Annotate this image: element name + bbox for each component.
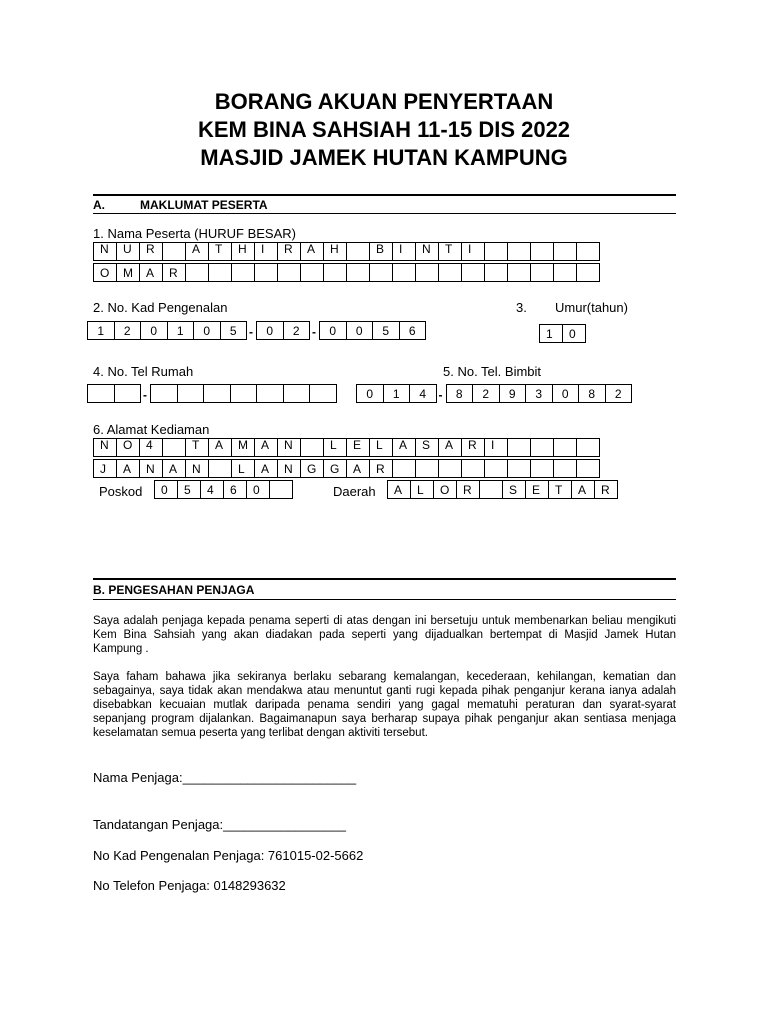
name-cell[interactable] (576, 263, 600, 282)
name-cell[interactable]: A (300, 242, 324, 261)
name-cell[interactable]: M (116, 263, 140, 282)
name-cell[interactable]: N (415, 242, 439, 261)
mobile-cell[interactable]: 2 (605, 384, 633, 403)
mobile-cell[interactable]: 2 (472, 384, 500, 403)
address-cell[interactable]: A (392, 438, 416, 457)
name-cell[interactable]: A (139, 263, 163, 282)
address-cell[interactable] (392, 459, 416, 478)
age-label-number: 3. (516, 300, 527, 315)
address-row-1[interactable] (93, 438, 599, 457)
address-cell[interactable]: 4 (139, 438, 163, 457)
ic-cell[interactable]: 6 (399, 321, 427, 340)
address-cell[interactable]: M (231, 438, 255, 457)
address-cell[interactable]: L (231, 459, 255, 478)
address-cell[interactable] (162, 438, 186, 457)
address-cell[interactable]: O (116, 438, 140, 457)
age-cell[interactable]: 1 (539, 324, 563, 343)
address-cell[interactable]: L (323, 438, 347, 457)
name-cell[interactable]: I (254, 242, 278, 261)
ic-dash-1: - (249, 325, 253, 339)
ic-cell[interactable]: 0 (140, 321, 168, 340)
ic-field[interactable] (87, 321, 425, 340)
name-row-1[interactable] (93, 242, 599, 261)
district-cell[interactable]: L (410, 480, 434, 499)
home-tel-field[interactable] (87, 384, 336, 403)
ic-cell[interactable]: 5 (220, 321, 248, 340)
address-cell[interactable] (530, 438, 554, 457)
name-cell[interactable] (300, 263, 324, 282)
home-tel-cell[interactable] (87, 384, 115, 403)
name-cell[interactable] (484, 263, 508, 282)
district-cell[interactable]: S (502, 480, 526, 499)
address-cell[interactable] (553, 459, 577, 478)
home-tel-cell[interactable] (309, 384, 337, 403)
ic-cell[interactable]: 1 (167, 321, 195, 340)
consent-paragraph-2: Saya faham bahawa jika sekiranya berlaku sebarang kemalangan, kecederaan, kehilangan, kematian dan sebagainya, saya tidak akan mendakwa atau menuntut ganti rugi kepada pihak penganjur kerana ianya adalah disebabkan kecuaian mutlak daripada penama sendiri yang gagal mematuhi peraturan dan syarat-syarat sepanjang program dijalankan. Bagaimanapun saya berharap supaya pihak penganjur akan sentiasa menjaga keselamatan semua peserta yang terlibat dengan aktiviti tersebut. (93, 671, 676, 739)
mobile-dash: - (438, 388, 443, 402)
address-cell[interactable]: G (300, 459, 324, 478)
district-cell[interactable]: R (594, 480, 618, 499)
address-cell[interactable] (461, 459, 485, 478)
address-cell[interactable]: R (369, 459, 393, 478)
name-cell[interactable] (553, 242, 577, 261)
ic-cell[interactable]: 2 (283, 321, 311, 340)
address-cell[interactable]: E (346, 438, 370, 457)
guardian-ic-field[interactable]: No Kad Pengenalan Penjaga: 761015-02-5662 (93, 848, 364, 863)
name-cell[interactable] (346, 242, 370, 261)
name-label: 1. Nama Peserta (HURUF BESAR) (93, 226, 296, 241)
district-cell[interactable]: A (387, 480, 411, 499)
name-cell[interactable]: I (461, 242, 485, 261)
ic-cell[interactable]: 2 (114, 321, 142, 340)
section-a-heading: MAKLUMAT PESERTA (140, 198, 268, 212)
home-tel-cell[interactable] (256, 384, 284, 403)
home-tel-cell[interactable] (114, 384, 142, 403)
address-cell[interactable]: N (277, 459, 301, 478)
ic-label: 2. No. Kad Pengenalan (93, 300, 228, 315)
district-cell[interactable]: A (571, 480, 595, 499)
mobile-cell[interactable]: 4 (409, 384, 437, 403)
postcode-label: Poskod (99, 484, 143, 499)
name-cell[interactable] (231, 263, 255, 282)
postcode-field[interactable] (154, 480, 292, 499)
form-title-line2: KEM BINA SAHSIAH 11-15 DIS 2022 (197, 117, 571, 142)
postcode-cell[interactable]: 4 (200, 480, 224, 499)
name-cell[interactable] (530, 263, 554, 282)
address-cell[interactable] (553, 438, 577, 457)
name-cell[interactable] (323, 263, 347, 282)
district-cell[interactable] (479, 480, 503, 499)
name-cell[interactable]: U (116, 242, 140, 261)
guardian-name-field[interactable]: Nama Penjaga:________________________ (93, 770, 357, 785)
postcode-cell[interactable]: 5 (177, 480, 201, 499)
name-cell[interactable] (185, 263, 209, 282)
address-cell[interactable]: A (208, 438, 232, 457)
address-cell[interactable]: A (254, 459, 278, 478)
name-cell[interactable] (461, 263, 485, 282)
address-cell[interactable]: S (415, 438, 439, 457)
name-cell[interactable]: B (369, 242, 393, 261)
district-label: Daerah (333, 484, 376, 499)
name-cell[interactable]: H (323, 242, 347, 261)
home-tel-cell[interactable] (177, 384, 205, 403)
name-cell[interactable]: O (93, 263, 117, 282)
form-title-line3: MASJID JAMEK HUTAN KAMPUNG (200, 145, 568, 170)
form-title-line1: BORANG AKUAN PENYERTAAN (214, 89, 554, 114)
section-a-top-rule (93, 194, 676, 196)
guardian-phone-field[interactable]: No Telefon Penjaga: 0148293632 (93, 878, 286, 893)
mobile-field[interactable] (356, 384, 631, 403)
postcode-cell[interactable]: 6 (223, 480, 247, 499)
address-cell[interactable] (415, 459, 439, 478)
name-cell[interactable]: R (277, 242, 301, 261)
ic-cell[interactable]: 5 (372, 321, 400, 340)
address-cell[interactable]: A (346, 459, 370, 478)
address-cell[interactable]: A (116, 459, 140, 478)
name-cell[interactable] (507, 242, 531, 261)
address-cell[interactable] (576, 438, 600, 457)
ic-cell[interactable]: 0 (256, 321, 284, 340)
age-field[interactable] (539, 324, 585, 343)
ic-cell[interactable]: 0 (193, 321, 221, 340)
postcode-cell[interactable]: 0 (154, 480, 178, 499)
ic-cell[interactable]: 1 (87, 321, 115, 340)
name-cell[interactable] (392, 263, 416, 282)
name-cell[interactable] (277, 263, 301, 282)
age-label: Umur(tahun) (555, 300, 628, 315)
mobile-label: 5. No. Tel. Bimbit (443, 364, 542, 379)
section-b-bottom-rule (93, 599, 676, 600)
ic-dash-2: - (312, 325, 316, 339)
home-tel-cell[interactable] (150, 384, 178, 403)
home-tel-label: 4. No. Tel Rumah (93, 364, 194, 379)
name-cell[interactable] (369, 263, 393, 282)
guardian-signature-field[interactable]: Tandatangan Penjaga:_________________ (93, 817, 347, 832)
address-cell[interactable] (507, 459, 531, 478)
mobile-cell[interactable]: 9 (499, 384, 527, 403)
address-cell[interactable]: A (438, 438, 462, 457)
mobile-cell[interactable]: 8 (446, 384, 474, 403)
address-cell[interactable] (484, 459, 508, 478)
name-cell[interactable] (507, 263, 531, 282)
address-cell[interactable]: N (277, 438, 301, 457)
address-cell[interactable]: I (484, 438, 508, 457)
address-cell[interactable] (507, 438, 531, 457)
name-cell[interactable]: R (162, 263, 186, 282)
mobile-cell[interactable]: 0 (356, 384, 384, 403)
address-cell[interactable]: J (93, 459, 117, 478)
address-cell[interactable] (438, 459, 462, 478)
name-cell[interactable] (553, 263, 577, 282)
address-cell[interactable]: N (93, 438, 117, 457)
name-cell[interactable]: T (208, 242, 232, 261)
consent-paragraph-1: Saya adalah penjaga kepada penama seperti di atas dengan ini bersetuju untuk membenarkan beliau mengikuti Kem Bina Sahsiah yang akan diadakan pada seperti yang dijadualkan bertempat di Masjid Jamek Hutan Kampung . (93, 615, 676, 655)
name-cell[interactable]: A (185, 242, 209, 261)
address-cell[interactable]: A (162, 459, 186, 478)
section-a-bottom-rule (93, 213, 676, 214)
mobile-cell[interactable]: 1 (383, 384, 411, 403)
name-cell[interactable] (530, 242, 554, 261)
ic-cell[interactable]: 0 (319, 321, 347, 340)
name-cell[interactable] (438, 263, 462, 282)
district-cell[interactable]: R (456, 480, 480, 499)
mobile-cell[interactable]: 0 (552, 384, 580, 403)
address-cell[interactable]: N (139, 459, 163, 478)
name-cell[interactable] (162, 242, 186, 261)
address-cell[interactable]: T (185, 438, 209, 457)
name-cell[interactable]: I (392, 242, 416, 261)
district-cell[interactable]: O (433, 480, 457, 499)
name-cell[interactable]: N (93, 242, 117, 261)
home-tel-cell[interactable] (230, 384, 258, 403)
address-cell[interactable]: L (369, 438, 393, 457)
age-cell[interactable]: 0 (562, 324, 586, 343)
name-cell[interactable] (254, 263, 278, 282)
home-tel-dash: - (143, 388, 147, 402)
home-tel-cell[interactable] (283, 384, 311, 403)
name-cell[interactable]: R (139, 242, 163, 261)
section-a-letter: A. (93, 198, 105, 212)
ic-cell[interactable]: 0 (346, 321, 374, 340)
name-cell[interactable]: H (231, 242, 255, 261)
name-cell[interactable] (346, 263, 370, 282)
address-cell[interactable]: N (185, 459, 209, 478)
postcode-cell[interactable]: 0 (246, 480, 270, 499)
mobile-cell[interactable]: 8 (578, 384, 606, 403)
section-b-top-rule (93, 578, 676, 580)
district-cell[interactable]: T (548, 480, 572, 499)
section-b-heading: B. PENGESAHAN PENJAGA (93, 583, 255, 597)
name-cell[interactable]: T (438, 242, 462, 261)
address-label: 6. Alamat Kediaman (93, 422, 210, 437)
name-cell[interactable] (415, 263, 439, 282)
postcode-cell[interactable] (269, 480, 293, 499)
address-cell[interactable]: A (254, 438, 278, 457)
address-cell[interactable] (530, 459, 554, 478)
name-cell[interactable] (484, 242, 508, 261)
name-cell[interactable] (576, 242, 600, 261)
district-cell[interactable]: E (525, 480, 549, 499)
address-cell[interactable] (300, 438, 324, 457)
address-row-2[interactable] (93, 459, 599, 478)
address-cell[interactable]: G (323, 459, 347, 478)
name-row-2[interactable] (93, 263, 599, 282)
address-cell[interactable] (576, 459, 600, 478)
home-tel-cell[interactable] (203, 384, 231, 403)
name-cell[interactable] (208, 263, 232, 282)
address-cell[interactable]: R (461, 438, 485, 457)
address-cell[interactable] (208, 459, 232, 478)
mobile-cell[interactable]: 3 (525, 384, 553, 403)
district-field[interactable] (387, 480, 617, 499)
